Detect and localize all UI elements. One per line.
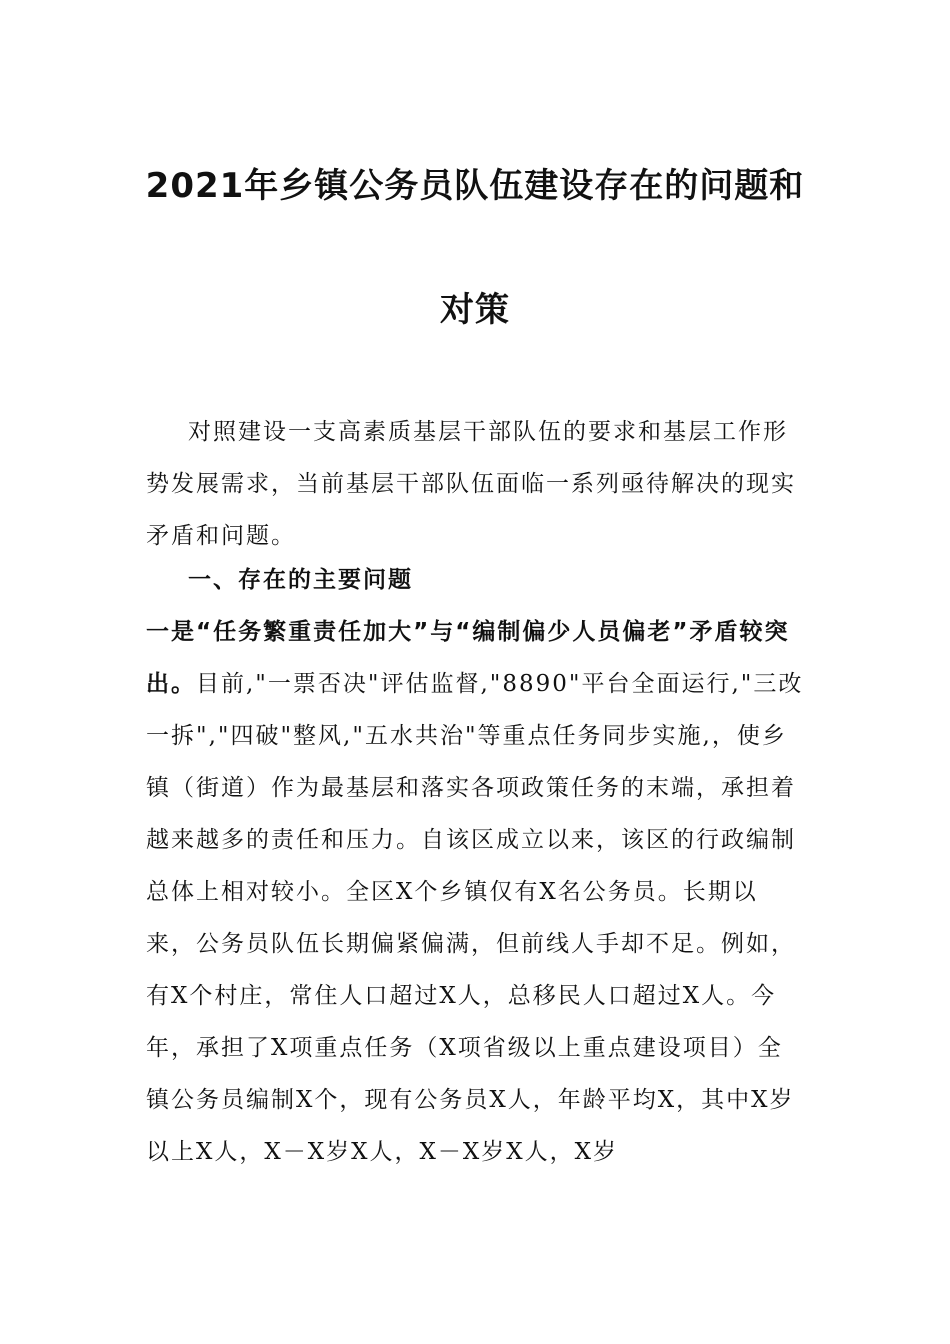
section-heading: 一、存在的主要问题 <box>188 567 413 593</box>
document-title-line1: 2021年乡镇公务员队伍建设存在的问题和 <box>145 166 805 206</box>
point-lead: 一是“任务繁重责任加大”与“编制偏少人员偏老”矛盾较突出。 <box>146 619 790 697</box>
document-title-line2: 对策 <box>440 290 510 330</box>
point-paragraph <box>146 606 806 1178</box>
intro-paragraph: 对照建设一支高素质基层干部队伍的要求和基层工作形势发展需求，当前基层干部队伍面临一系列亟待解决的现实矛盾和问题。 <box>146 419 796 549</box>
point-body: 目前,"一票否决"评估监督,"8890"平台全面运行,"三改一拆","四破"整风,"五水共治"等重点任务同步实施,，使乡镇（街道）作为最基层和落实各项政策任务的末端，承担着越来越多的责任和压力。自该区成立以来，该区的行政编制总体上相对较小。全区X个乡镇仅有X名公务员。长期以来，公务员队伍长期偏紧偏满，但前线人手却不足。例如，有X个村庄，常住人口超过X人，总移民人口超过X人。今年，承担了X项重点任务（X项省级以上重点建设项目）全镇公务员编制X个，现有公务员X人，年龄平均X，其中X岁以上X人，X－X岁X人，X－X岁X人，X岁 <box>146 671 804 1165</box>
